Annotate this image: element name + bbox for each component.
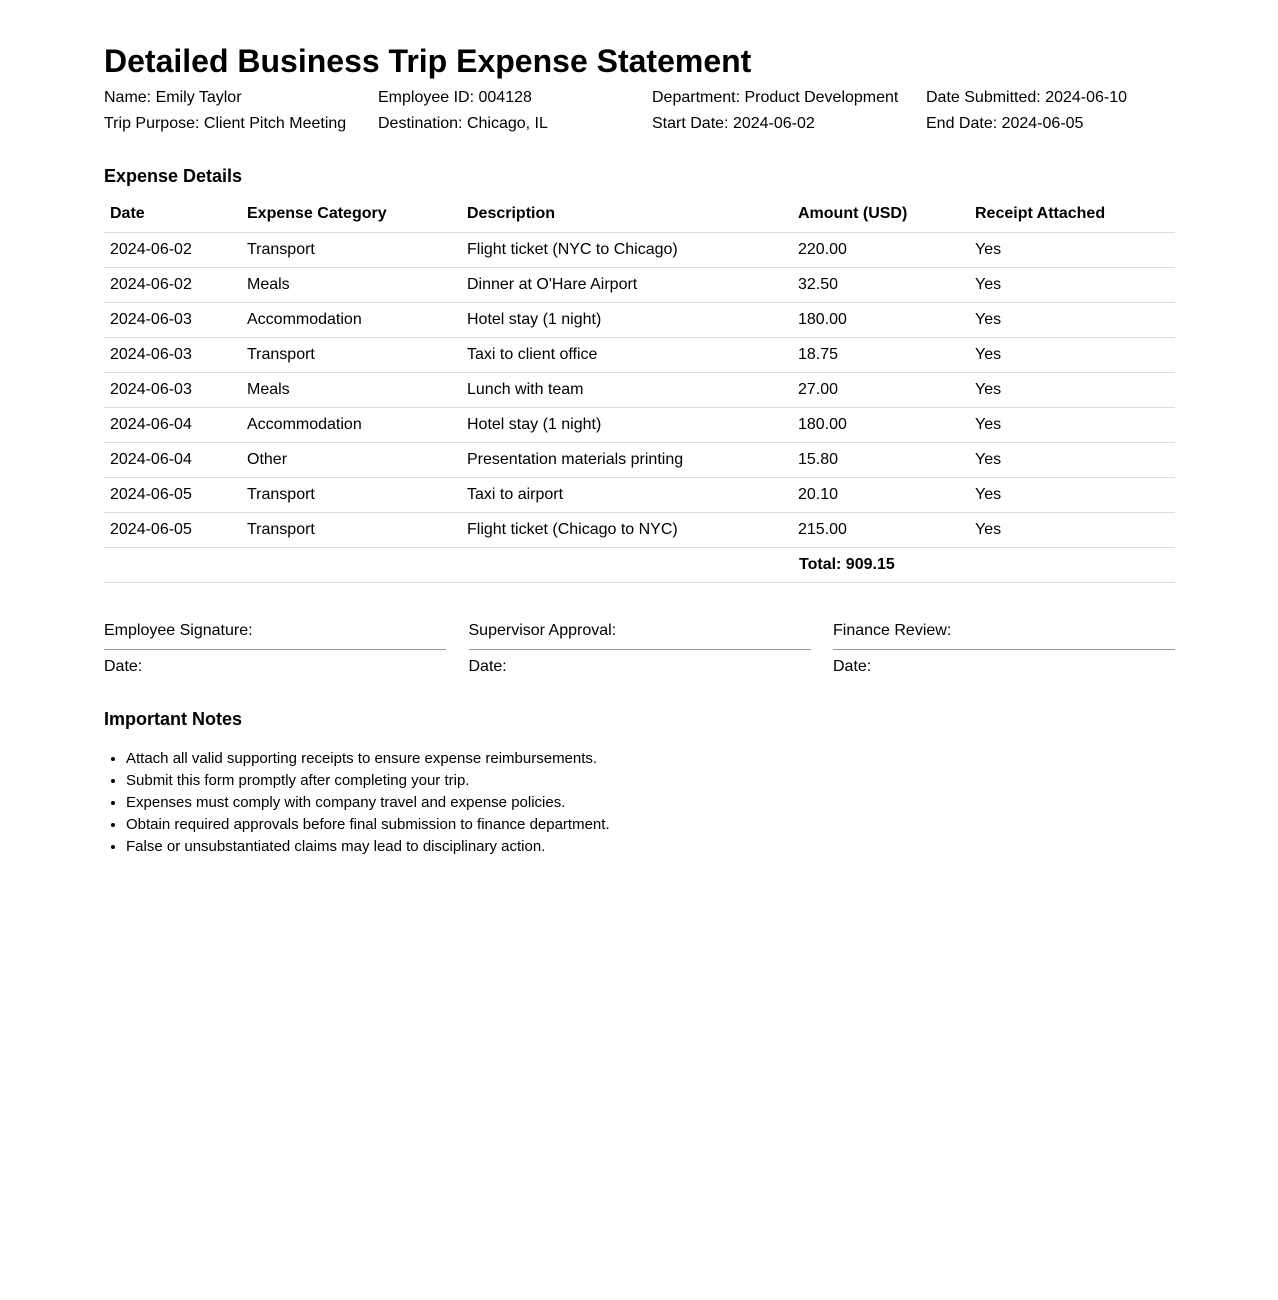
info-value: 2024-06-10 — [1045, 89, 1128, 106]
cell-amount: 27.00 — [792, 372, 969, 407]
cell-description: Taxi to client office — [461, 337, 792, 372]
signature-section — [104, 621, 1175, 677]
table-row — [104, 267, 1175, 302]
info-label: Department: — [652, 89, 741, 106]
table-row — [104, 407, 1175, 442]
total-spacer — [969, 547, 1175, 582]
cell-date: 2024-06-05 — [104, 512, 241, 547]
info-value: 2024-06-05 — [1001, 115, 1084, 132]
cell-category: Transport — [241, 232, 461, 267]
cell-date: 2024-06-03 — [104, 372, 241, 407]
column-header-receipt: Receipt Attached — [969, 197, 1175, 232]
info-end-date — [926, 111, 1175, 137]
cell-receipt: Yes — [969, 267, 1175, 302]
cell-date: 2024-06-03 — [104, 337, 241, 372]
info-value: Emily Taylor — [155, 89, 242, 106]
list-item: • Submit this form promptly after completing your trip. — [126, 770, 1175, 792]
cell-amount: 32.50 — [792, 267, 969, 302]
cell-description: Presentation materials printing — [461, 442, 792, 477]
cell-receipt: Yes — [969, 302, 1175, 337]
info-value: 2024-06-02 — [732, 115, 815, 132]
column-header-category: Expense Category — [241, 197, 461, 232]
info-destination — [378, 111, 652, 137]
list-item: • False or unsubstantiated claims may lead to disciplinary action. — [126, 836, 1175, 858]
cell-category: Transport — [241, 512, 461, 547]
info-label: Trip Purpose: — [104, 115, 200, 132]
cell-description: Taxi to airport — [461, 477, 792, 512]
total-spacer — [104, 547, 241, 582]
notes-list — [104, 748, 1175, 858]
cell-category: Other — [241, 442, 461, 477]
table-row — [104, 442, 1175, 477]
info-employee-id — [378, 85, 652, 111]
expense-table — [104, 197, 1175, 583]
page-title: Detailed Business Trip Expense Statement — [104, 43, 752, 79]
table-row — [104, 372, 1175, 407]
cell-receipt: Yes — [969, 407, 1175, 442]
cell-category: Transport — [241, 337, 461, 372]
info-department — [652, 85, 926, 111]
info-label: Name: — [104, 89, 152, 106]
signature-date-label: Date: — [833, 657, 872, 675]
cell-amount: 20.10 — [792, 477, 969, 512]
info-trip-purpose — [104, 111, 378, 137]
cell-date: 2024-06-02 — [104, 267, 241, 302]
cell-category: Accommodation — [241, 407, 461, 442]
list-item: • Obtain required approvals before final submission to finance department. — [126, 814, 1175, 836]
supervisor-approval-block — [469, 621, 811, 677]
cell-category: Accommodation — [241, 302, 461, 337]
column-header-date: Date — [104, 197, 241, 232]
cell-category: Meals — [241, 267, 461, 302]
cell-description: Flight ticket (NYC to Chicago) — [461, 232, 792, 267]
cell-description: Flight ticket (Chicago to NYC) — [461, 512, 792, 547]
table-row — [104, 302, 1175, 337]
signature-line-label: Finance Review: — [833, 621, 1175, 650]
cell-date: 2024-06-02 — [104, 232, 241, 267]
info-date-submitted — [926, 85, 1175, 111]
cell-description: Hotel stay (1 night) — [461, 407, 792, 442]
cell-receipt: Yes — [969, 512, 1175, 547]
list-item: • Attach all valid supporting receipts to ensure expense reimbursements. — [126, 748, 1175, 770]
column-header-amount: Amount (USD) — [792, 197, 969, 232]
table-row — [104, 477, 1175, 512]
employee-signature-block — [104, 621, 446, 677]
finance-review-block — [833, 621, 1175, 677]
total-spacer — [241, 547, 461, 582]
cell-amount: 180.00 — [792, 302, 969, 337]
info-name — [104, 85, 378, 111]
signature-date-label: Date: — [104, 657, 143, 675]
signature-line-label: Supervisor Approval: — [469, 621, 811, 650]
cell-amount: 215.00 — [792, 512, 969, 547]
expense-statement-page — [104, 0, 1175, 858]
cell-date: 2024-06-04 — [104, 442, 241, 477]
signature-line-label: Employee Signature: — [104, 621, 446, 650]
total-row — [104, 547, 1175, 582]
list-item: • Expenses must comply with company travel and expense policies. — [126, 792, 1175, 814]
cell-amount: 220.00 — [792, 232, 969, 267]
info-label: Destination: — [378, 115, 463, 132]
cell-receipt: Yes — [969, 337, 1175, 372]
info-start-date — [652, 111, 926, 137]
info-label: Date Submitted: — [926, 89, 1041, 106]
info-label: Start Date: — [652, 115, 729, 132]
employee-info-grid — [104, 85, 1175, 137]
info-value: 004128 — [478, 89, 532, 106]
cell-amount: 18.75 — [792, 337, 969, 372]
cell-date: 2024-06-03 — [104, 302, 241, 337]
signature-date-label: Date: — [468, 657, 507, 675]
total-spacer — [461, 547, 792, 582]
info-value: Product Development — [744, 89, 899, 106]
info-label: End Date: — [926, 115, 998, 132]
cell-category: Transport — [241, 477, 461, 512]
cell-receipt: Yes — [969, 477, 1175, 512]
total-amount: Total: 909.15 — [792, 547, 969, 582]
column-header-description: Description — [461, 197, 792, 232]
cell-date: 2024-06-04 — [104, 407, 241, 442]
cell-description: Dinner at O'Hare Airport — [461, 267, 792, 302]
table-header-row — [104, 197, 1175, 232]
table-row — [104, 232, 1175, 267]
cell-amount: 180.00 — [792, 407, 969, 442]
important-notes-heading: Important Notes — [104, 708, 243, 729]
expense-details-heading: Expense Details — [104, 166, 243, 186]
info-value: Chicago, IL — [466, 115, 548, 132]
cell-receipt: Yes — [969, 442, 1175, 477]
info-value: Client Pitch Meeting — [203, 115, 347, 132]
cell-amount: 15.80 — [792, 442, 969, 477]
cell-receipt: Yes — [969, 232, 1175, 267]
info-label: Employee ID: — [378, 89, 475, 106]
cell-date: 2024-06-05 — [104, 477, 241, 512]
cell-description: Lunch with team — [461, 372, 792, 407]
table-row — [104, 512, 1175, 547]
cell-category: Meals — [241, 372, 461, 407]
table-row — [104, 337, 1175, 372]
cell-description: Hotel stay (1 night) — [461, 302, 792, 337]
cell-receipt: Yes — [969, 372, 1175, 407]
